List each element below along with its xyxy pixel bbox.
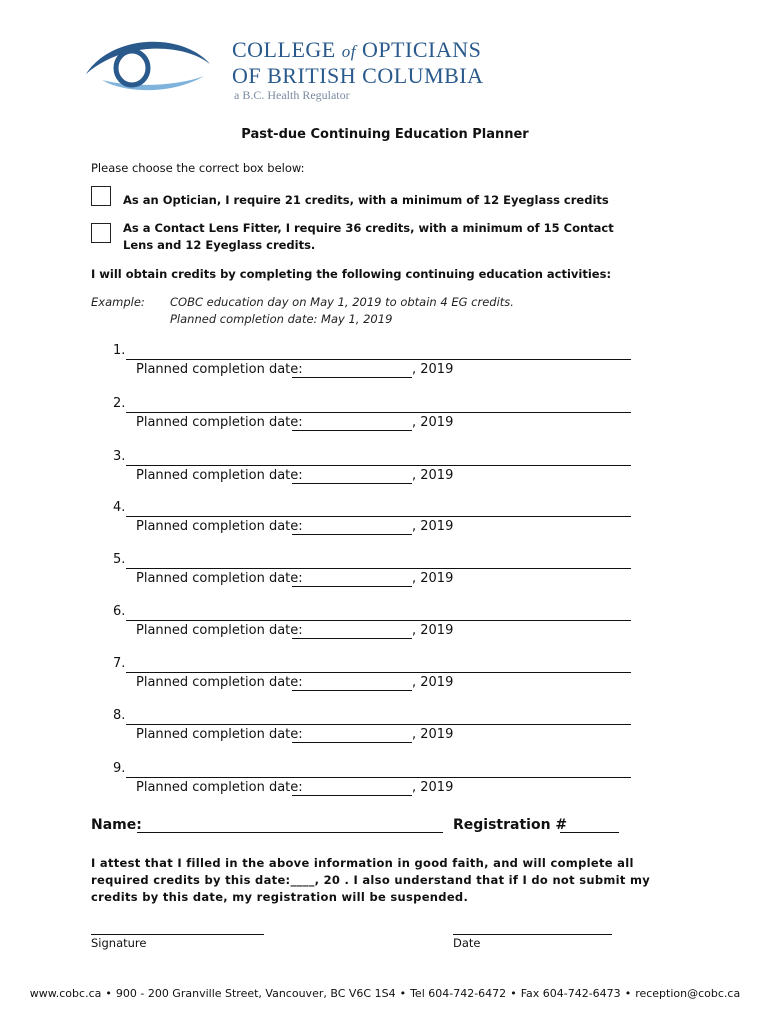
eye-logo-icon <box>82 34 214 96</box>
activity-field[interactable] <box>126 397 631 413</box>
item-number: 7. <box>113 656 126 671</box>
item-number: 5. <box>113 552 126 567</box>
item-number: 6. <box>113 604 126 619</box>
planned-date-label: Planned completion date: <box>136 727 303 742</box>
planned-date-field[interactable] <box>292 727 412 743</box>
org-name-line2: OF BRITISH COLUMBIA <box>232 63 484 88</box>
year-suffix: , 2019 <box>412 362 454 377</box>
page-title: Past-due Continuing Education Planner <box>241 127 529 142</box>
year-suffix: , 2019 <box>412 780 454 795</box>
year-suffix: , 2019 <box>412 468 454 483</box>
year-suffix: , 2019 <box>412 623 454 638</box>
planned-date-field[interactable] <box>292 362 412 378</box>
instruction-text: Please choose the correct box below: <box>91 161 305 175</box>
year-suffix: , 2019 <box>412 519 454 534</box>
activity-field[interactable] <box>126 450 631 466</box>
planned-date-field[interactable] <box>292 780 412 796</box>
footer-fax: Fax 604-742-6473 <box>520 987 621 1000</box>
signature-label: Signature <box>91 936 147 950</box>
planned-date-field[interactable] <box>292 415 412 431</box>
registration-label: Registration # <box>453 817 568 833</box>
year-suffix: , 2019 <box>412 675 454 690</box>
signature-field[interactable] <box>91 920 264 935</box>
activity-field[interactable] <box>126 501 631 517</box>
example-line2: Planned completion date: May 1, 2019 <box>170 312 393 326</box>
optician-option-label: As an Optician, I require 21 credits, with a minimum of 12 Eyeglass credits <box>123 193 609 207</box>
activity-field[interactable] <box>126 344 631 360</box>
contact-lens-checkbox[interactable] <box>91 223 111 243</box>
item-number: 4. <box>113 500 126 515</box>
optician-checkbox[interactable] <box>91 186 111 206</box>
item-number: 9. <box>113 761 126 776</box>
name-field[interactable] <box>137 816 443 833</box>
planned-date-label: Planned completion date: <box>136 623 303 638</box>
planned-date-label: Planned completion date: <box>136 675 303 690</box>
planned-date-field[interactable] <box>292 675 412 691</box>
name-label: Name: <box>91 817 142 833</box>
date-field[interactable] <box>453 920 612 935</box>
contact-lens-option-label: As a Contact Lens Fitter, I require 36 credits, with a minimum of 15 Contact Lens and 12 Eyeglass credits. <box>123 221 614 252</box>
year-suffix: , 2019 <box>412 727 454 742</box>
planned-date-field[interactable] <box>292 519 412 535</box>
attestation-text: I attest that I filled in the above information in good faith, and will complete all required credits by this date:____, 20 . I also understand that if I do not submit my credits by this date, my registration will be suspended. <box>91 856 651 904</box>
planned-date-field[interactable] <box>292 623 412 639</box>
planned-date-label: Planned completion date: <box>136 519 303 534</box>
footer-tel: Tel 604-742-6472 <box>410 987 507 1000</box>
activity-field[interactable] <box>126 553 631 569</box>
footer-email: reception@cobc.ca <box>635 987 741 1000</box>
footer-website: www.cobc.ca <box>29 987 102 1000</box>
example-label: Example: <box>91 295 145 309</box>
footer-contact: www.cobc.ca • 900 - 200 Granville Street, Vancouver, BC V6C 1S4 • Tel 604-742-6472 • Fax 604-742-6473 • reception@cobc.ca <box>29 987 741 1000</box>
item-number: 2. <box>113 396 126 411</box>
item-number: 1. <box>113 343 126 358</box>
example-line1: COBC education day on May 1, 2019 to obtain 4 EG credits. <box>170 295 514 309</box>
activity-field[interactable] <box>126 762 631 778</box>
activities-intro: I will obtain credits by completing the following continuing education activities: <box>91 267 612 281</box>
registration-field[interactable] <box>560 816 619 833</box>
planned-date-label: Planned completion date: <box>136 571 303 586</box>
org-tagline: a B.C. Health Regulator <box>234 88 350 102</box>
planned-date-label: Planned completion date: <box>136 780 303 795</box>
year-suffix: , 2019 <box>412 415 454 430</box>
footer-address: 900 - 200 Granville Street, Vancouver, BC V6C 1S4 <box>115 987 396 1000</box>
year-suffix: , 2019 <box>412 571 454 586</box>
date-label: Date <box>453 936 481 950</box>
planned-date-label: Planned completion date: <box>136 468 303 483</box>
planned-date-field[interactable] <box>292 468 412 484</box>
activity-field[interactable] <box>126 605 631 621</box>
org-name-line1: COLLEGE of OPTICIANS <box>232 37 482 62</box>
planned-date-label: Planned completion date: <box>136 415 303 430</box>
planned-date-field[interactable] <box>292 571 412 587</box>
item-number: 8. <box>113 708 126 723</box>
activity-field[interactable] <box>126 709 631 725</box>
item-number: 3. <box>113 449 126 464</box>
planned-date-label: Planned completion date: <box>136 362 303 377</box>
activity-field[interactable] <box>126 657 631 673</box>
